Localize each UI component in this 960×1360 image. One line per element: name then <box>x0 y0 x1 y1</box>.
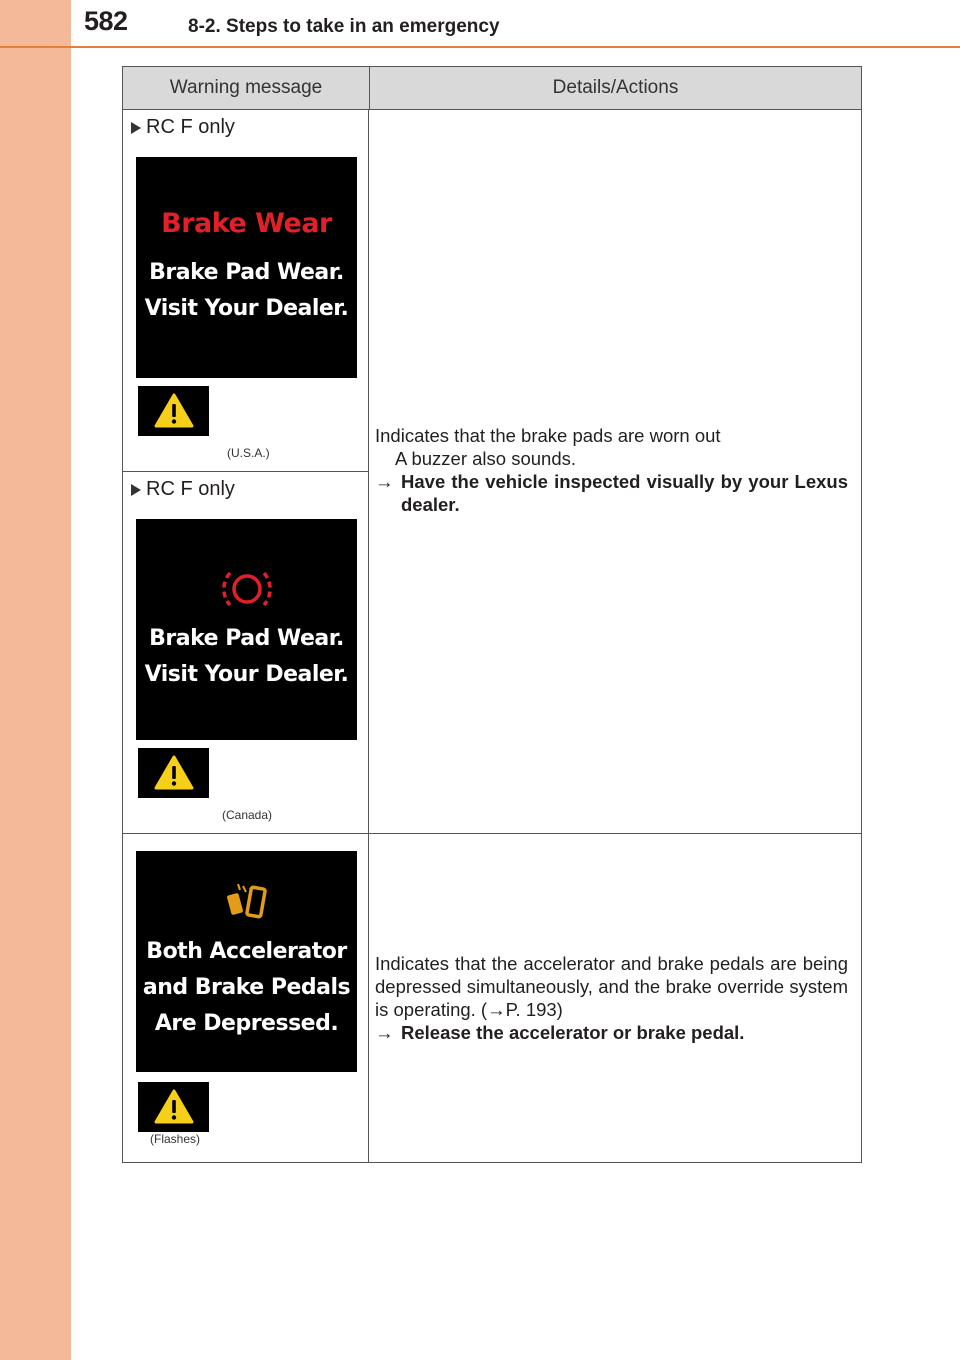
region-caption: (Canada) <box>222 808 273 822</box>
details-note: A buzzer also sounds. <box>395 447 576 469</box>
action-line <box>375 470 848 516</box>
header-rule <box>0 46 960 48</box>
display-line: and Brake Pedals <box>142 974 351 1000</box>
details-text: Indicates that the accelerator and brake pedals are being depressed simultaneously, and the brake override system is operating. (→P. 193) <box>375 953 848 1020</box>
triangle-bullet-icon <box>131 484 141 496</box>
display-title: Brake Wear <box>161 208 332 239</box>
side-bar <box>0 0 71 1360</box>
warning-table <box>122 66 862 1163</box>
page-number: 582 <box>84 6 128 36</box>
display-line: Are Depressed. <box>154 1010 339 1036</box>
display-line: Both Accelerator <box>146 938 347 964</box>
arrow-icon: → <box>375 470 394 492</box>
warning-cell <box>123 110 369 833</box>
condition-text: RC F only <box>146 478 235 500</box>
column-header-details: Details/Actions <box>552 77 679 98</box>
pedal-override-icon <box>225 882 269 922</box>
table-header <box>123 67 861 110</box>
action-text: Have the vehicle inspected visually by your Lexus dealer. <box>401 470 848 515</box>
display-screen <box>136 519 357 740</box>
warning-cell <box>123 834 369 1162</box>
triangle-bullet-icon <box>131 122 141 134</box>
warning-triangle-icon <box>154 755 194 791</box>
table-row <box>123 110 861 834</box>
arrow-icon: → <box>375 1022 394 1043</box>
warning-item-canada <box>123 472 368 833</box>
page-header <box>0 0 960 48</box>
warning-icon-box <box>138 386 209 436</box>
warning-triangle-icon <box>154 1089 194 1125</box>
details-cell <box>369 834 861 1162</box>
warning-triangle-icon <box>154 393 194 429</box>
warning-icon-box <box>138 748 209 798</box>
condition-text: RC F only <box>146 116 235 138</box>
section-title: 8-2. Steps to take in an emergency <box>188 16 500 37</box>
details-text: Indicates that the brake pads are worn out <box>375 424 721 446</box>
display-line: Visit Your Dealer. <box>144 296 349 321</box>
flashes-caption: (Flashes) <box>150 1132 201 1146</box>
display-line: Visit Your Dealer. <box>144 661 349 687</box>
details-text-block <box>375 424 848 516</box>
brake-wear-symbol-icon <box>221 567 273 611</box>
region-caption: (U.S.A.) <box>227 446 270 460</box>
display-line: Brake Pad Wear. <box>149 625 344 651</box>
column-header-warning: Warning message <box>123 67 370 109</box>
action-text: Release the accelerator or brake pedal. <box>401 1022 745 1043</box>
display-screen <box>136 851 357 1072</box>
display-screen <box>136 157 357 378</box>
warning-item-brake-override <box>123 834 368 1162</box>
table-row <box>123 834 861 1162</box>
condition-label <box>131 116 235 139</box>
action-line <box>375 1021 848 1044</box>
warning-icon-box <box>138 1082 209 1132</box>
condition-label <box>131 478 235 501</box>
details-cell <box>369 110 861 833</box>
details-text-block <box>375 952 848 1044</box>
display-line: Brake Pad Wear. <box>149 260 344 285</box>
warning-item-usa <box>123 110 368 472</box>
